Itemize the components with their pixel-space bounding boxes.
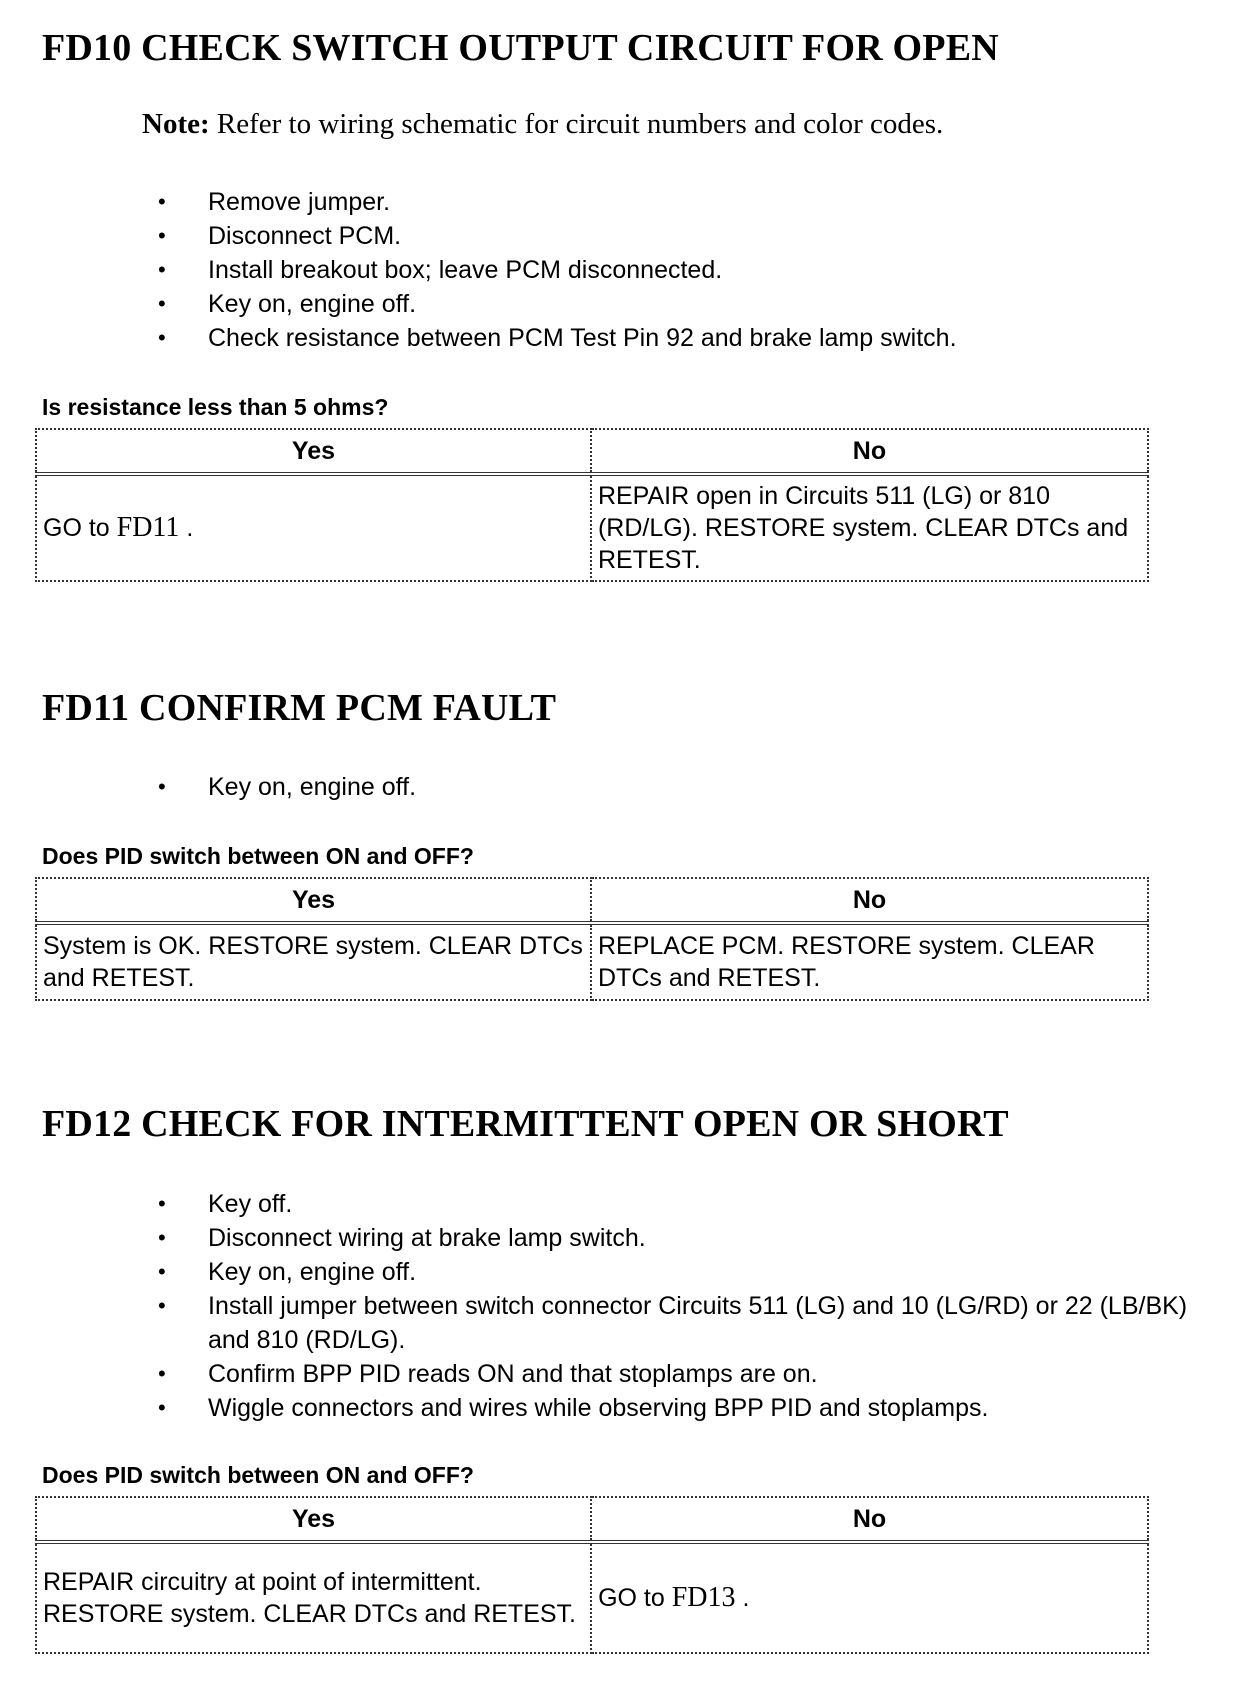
no-cell: REPLACE PCM. RESTORE system. CLEAR DTCs and RETEST. (591, 923, 1148, 1000)
list-item: • Key on, engine off. (0, 287, 1198, 321)
list-item: • Key off. (0, 1187, 1198, 1221)
table-row (36, 474, 1148, 581)
fd11-link[interactable]: FD11 (116, 512, 180, 543)
bullet-icon: • (158, 1395, 166, 1420)
list-item: • Install jumper between switch connector Circuits 511 (LG) and 10 (LG/RD) or 22 (LB/BK) and 810 (RD/LG). (0, 1289, 1198, 1357)
fd11-decision-table (35, 877, 1149, 1001)
bullet-icon: • (158, 1191, 166, 1216)
fd12-title: FD12 CHECK FOR INTERMITTENT OPEN OR SHORT (42, 1103, 1009, 1145)
table-row (36, 1542, 1148, 1653)
no-header: No (591, 1497, 1148, 1542)
bullet-icon: • (158, 291, 166, 316)
yes-header: Yes (36, 429, 591, 474)
list-item: • Check resistance between PCM Test Pin 92 and brake lamp switch. (0, 321, 1198, 355)
fd10-steps (0, 185, 1198, 355)
no-cell: REPAIR open in Circuits 511 (LG) or 810 (RD/LG). RESTORE system. CLEAR DTCs and RETEST. (591, 474, 1148, 581)
fd10-title: FD10 CHECK SWITCH OUTPUT CIRCUIT FOR OPEN (42, 27, 999, 69)
bullet-icon: • (158, 1225, 166, 1250)
fd11-title: FD11 CONFIRM PCM FAULT (42, 687, 557, 729)
fd12-question: Does PID switch between ON and OFF? (42, 1462, 474, 1488)
list-item: • Wiggle connectors and wires while observing BPP PID and stoplamps. (0, 1391, 1198, 1425)
table-header-row (36, 1497, 1148, 1542)
bullet-icon: • (158, 774, 166, 799)
table-header-row (36, 429, 1148, 474)
list-item: • Confirm BPP PID reads ON and that stoplamps are on. (0, 1357, 1198, 1391)
note-text: Refer to wiring schematic for circuit numbers and color codes. (209, 108, 944, 140)
fd11-question: Does PID switch between ON and OFF? (42, 843, 474, 869)
yes-header: Yes (36, 878, 591, 923)
yes-header: Yes (36, 1497, 591, 1542)
no-header: No (591, 429, 1148, 474)
no-cell: GO to FD13 . (591, 1542, 1148, 1653)
yes-cell: GO to FD11 . (36, 474, 591, 581)
bullet-icon: • (158, 257, 166, 282)
bullet-icon: • (158, 1361, 166, 1386)
yes-cell: REPAIR circuitry at point of intermittent. RESTORE system. CLEAR DTCs and RETEST. (36, 1542, 591, 1653)
fd11-steps (0, 770, 1198, 804)
fd10-decision-table (35, 428, 1149, 582)
bullet-icon: • (158, 325, 166, 350)
fd10-note (142, 108, 943, 141)
fd13-link[interactable]: FD13 (671, 1582, 736, 1613)
table-row (36, 923, 1148, 1000)
list-item: • Remove jumper. (0, 185, 1198, 219)
list-item: • Disconnect wiring at brake lamp switch. (0, 1221, 1198, 1255)
list-item: • Key on, engine off. (0, 770, 1198, 804)
bullet-icon: • (158, 1293, 166, 1318)
note-label: Note: (142, 108, 210, 140)
fd10-question: Is resistance less than 5 ohms? (42, 394, 389, 420)
fd12-steps (0, 1187, 1198, 1425)
yes-cell: System is OK. RESTORE system. CLEAR DTCs and RETEST. (36, 923, 591, 1000)
table-header-row (36, 878, 1148, 923)
no-header: No (591, 878, 1148, 923)
list-item: • Disconnect PCM. (0, 219, 1198, 253)
bullet-icon: • (158, 189, 166, 214)
bullet-icon: • (158, 223, 166, 248)
fd12-decision-table (35, 1496, 1149, 1654)
list-item: • Install breakout box; leave PCM disconnected. (0, 253, 1198, 287)
bullet-icon: • (158, 1259, 166, 1284)
list-item: • Key on, engine off. (0, 1255, 1198, 1289)
